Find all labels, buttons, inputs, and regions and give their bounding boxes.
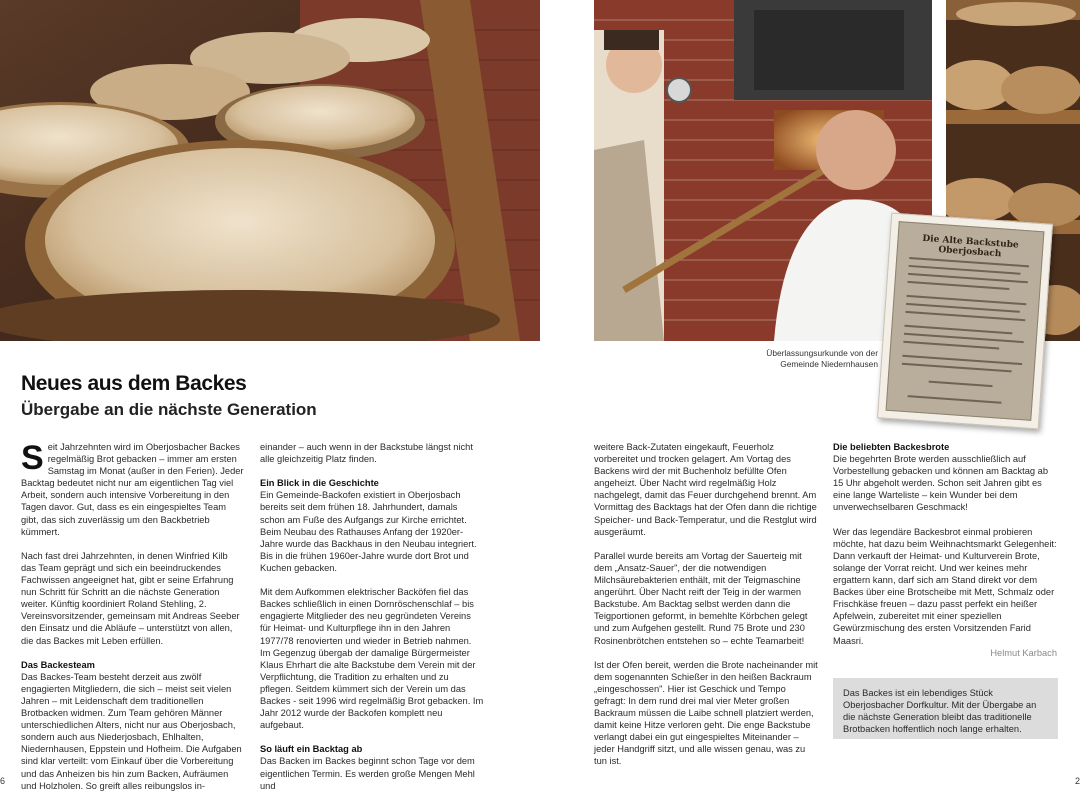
certificate-frame xyxy=(886,221,1045,421)
certificate-title: Die Alte Backstube Oberjosbach xyxy=(922,233,1019,260)
photo-bakers-at-oven xyxy=(594,0,932,341)
paragraph: Parallel wurde bereits am Vortag der Sauerteig mit dem „Ansatz-Sauer", der die notwendigen Milchsäurebakterien enthält, mit der Teigmaschine angerührt. Über Nacht reift der Teig in der warmen Backstube. Am Backtag selbst werden dann die Teigportionen geformt, in bemehlte Körbchen gelegt und zum Aufgehen gestellt. Rund 75 Brote und 230 Rosinenbrötchen entstehen so – echte Teamarbeit! xyxy=(594,550,808,646)
photo-bread-loaves xyxy=(0,0,540,341)
text-column-2 xyxy=(260,441,484,792)
paragraph: Mit dem Aufkommen elektrischer Backöfen fiel das Backes schließlich in einen Dornröschenschlaf – bis engagierte Mitglieder des neu gegründeten Vereins für Heimat- und Kulturpflege ihn in den Jahren 1977/78 renovierten und wieder in Betrieb nahmen. Im Gegenzug übergab der damalige Bürgermeister Klaus Ehrhart die alte Backstube dem Verein mit der Verpflichtung, die Tradition zu erhalten und zu pflegen. Seitdem kümmert sich der Verein um das Backes - seit 1996 wird regelmäßig Brot gebacken. Im Jahr 2012 wurde der Backofen komplett neu aufgebaut. xyxy=(260,587,484,731)
paragraph: Ein Gemeinde-Backofen existiert in Oberjosbach bereits seit dem frühen 18. Jahrhundert, damals schon am Fuße des Aufgangs zur Kirche errichtet. Beim Neubau des Rathauses Anfang der 1920er-Jahre wurde das Backhaus in den Neubau integriert. Bis in die frühen 1960er-Jahre wurde dort Brot und Kuchen gebacken. xyxy=(260,490,477,573)
text-column-3 xyxy=(594,441,818,768)
article-title: Neues aus dem Backes xyxy=(21,372,247,395)
certificate-text-line xyxy=(909,265,1021,274)
paragraph-text: eit Jahrzehnten wird im Oberjosbacher Backes regelmäßig Brot gebacken – immer am ersten Samstag im Monat (außer in den Ferien). Jeder Backtag bedeutet nicht nur am eigentlichen Tag viel Arbeit, sondern auch intensive Vorbereitung in den Tagen davor. Gut, dass es ein eingespieltes Team gibt, das sich zuverlässig um den Backbetrieb kümmert. xyxy=(21,442,244,537)
paragraph: Wer das legendäre Backesbrot einmal probieren möchte, hat dazu beim Weihnachtsmarkt Gelegenheit: Dann verkauft der Heimat- und Kulturverein Brote, solange der Vorrat reicht. Und wer keines mehr ergattern kann, darf sich am Stand direkt vor dem Backes über eine Brotscheibe mit Mett, Schmalz oder Frischkäse freuen – dazu passt perfekt ein heißer Apfelwein, zubereitet mit einer speziellen Gewürzmischung des ersten Vorsitzenden Farid Maasri. xyxy=(833,526,1057,646)
article-subtitle: Übergabe an die nächste Generation xyxy=(21,400,317,419)
paragraph: einander – auch wenn in der Backstube längst nicht alle gleichzeitig Platz finden. xyxy=(260,442,473,465)
paragraph: Das Backen im Backes beginnt schon Tage vor dem eigentlichen Termin. Es werden große Mengen Mehl und xyxy=(260,756,475,791)
drop-cap: S xyxy=(21,439,44,477)
certificate-text-line xyxy=(908,281,1010,290)
text-column-1 xyxy=(21,441,245,792)
summary-box: Das Backes ist ein lebendiges Stück Oberjosbacher Dorfkultur. Mit der Übergabe an die nächste Generation bleibt das traditionelle Brotbacken hoffentlich noch lange erhalten. xyxy=(833,678,1058,739)
section-heading-history: Ein Blick in die Geschichte xyxy=(260,478,379,489)
author-credit: Helmut Karbach xyxy=(990,647,1057,658)
paragraph: Ist der Ofen bereit, werden die Brote nacheinander mit dem sogenannten Schießer in den heißen Backraum „eingeschossen". Hier ist Geschick und Tempo gefragt: In dem rund drei mal vier Meter großen Backraum müssen die Laibe schnell platziert werden, damit keine Hitze verloren geht. Die enge Backstube verlangt dabei ein gut eingespieltes Miteinander – jeder Handgriff sitzt, und alle wissen genau, was zu tun ist. xyxy=(594,659,818,767)
certificate-document-image xyxy=(877,213,1053,430)
page-number-right: 2 xyxy=(1074,776,1080,786)
section-heading-popular-bread: Die beliebten Backesbrote xyxy=(833,442,950,452)
page-number-left: 6 xyxy=(0,776,6,786)
certificate-caption: Überlassungsurkunde von der Gemeinde Niedernhausen xyxy=(766,348,878,369)
text-column-4 xyxy=(833,441,1057,671)
certificate-text-line xyxy=(908,395,1002,403)
section-heading-process: So läuft ein Backtag ab xyxy=(260,744,363,755)
paragraph: Das Backes-Team besteht derzeit aus zwölf engagierten Mitgliedern, die sich – meist seit vielen Jahren – mit Leidenschaft dem traditionellen Brotbacken widmen. Zum Team gehören Männer unterschiedlichen Alters, nicht nur aus Oberjosbach, sondern auch aus Niederjosbach, Ehlhalten, Niedernhausen, Eppstein und Hofheim. Die Aufgaben sind klar verteilt: vom Einkauf über die Vorbereitung und das Anheizen bis hin zum Backen, Aufräumen und Holzholen. So greift alles reibungslos in- xyxy=(21,671,242,791)
certificate-text-line xyxy=(905,311,1025,321)
paragraph: weitere Back-Zutaten eingekauft, Feuerholz vorbereitet und trocken gelagert. Am Vortag des Backens wird der mit Buchenholz befüllte Ofen angeheizt. Über Nacht wird regelmäßig Holz nachgelegt, damit das Feuer durchgehend brennt. Am Vormittag des Backtags hat der Ofen dann die richtige Speicher- und Back-Temperatur, und die Restglut wird ausgeräumt. xyxy=(594,442,817,537)
certificate-text-line xyxy=(929,381,993,387)
paragraph xyxy=(21,441,245,538)
certificate-text-line xyxy=(904,325,1012,334)
section-heading-team: Das Backesteam xyxy=(21,659,95,670)
certificate-text-line xyxy=(903,341,999,349)
certificate-text-line xyxy=(906,303,1020,313)
certificate-text-line xyxy=(902,363,1012,372)
paragraph: Die begehrten Brote werden ausschließlich auf Vorbestellung gebacken und können am Backtag ab 15 Uhr abgeholt werden. Schon seit Jahren gibt es eine lange Warteliste – kein Wunder bei dem unverwechselbaren Geschmack! xyxy=(833,454,1049,513)
paragraph: Nach fast drei Jahrzehnten, in denen Winfried Kilb das Team geprägt und sich ein beeindruckendes Fachwissen angeeignet hat, gibt er seine Erfahrung nun Schritt für Schritt an die nächste Generation weiter. Künftig koordiniert Roland Stehling, 2. Vereinsvorsitzender, gemeinsam mit Andreas Seeber den Einsatz und die Abläufe – unterstützt von allen, die das Backes mit Leben erfüllen. xyxy=(21,550,240,646)
